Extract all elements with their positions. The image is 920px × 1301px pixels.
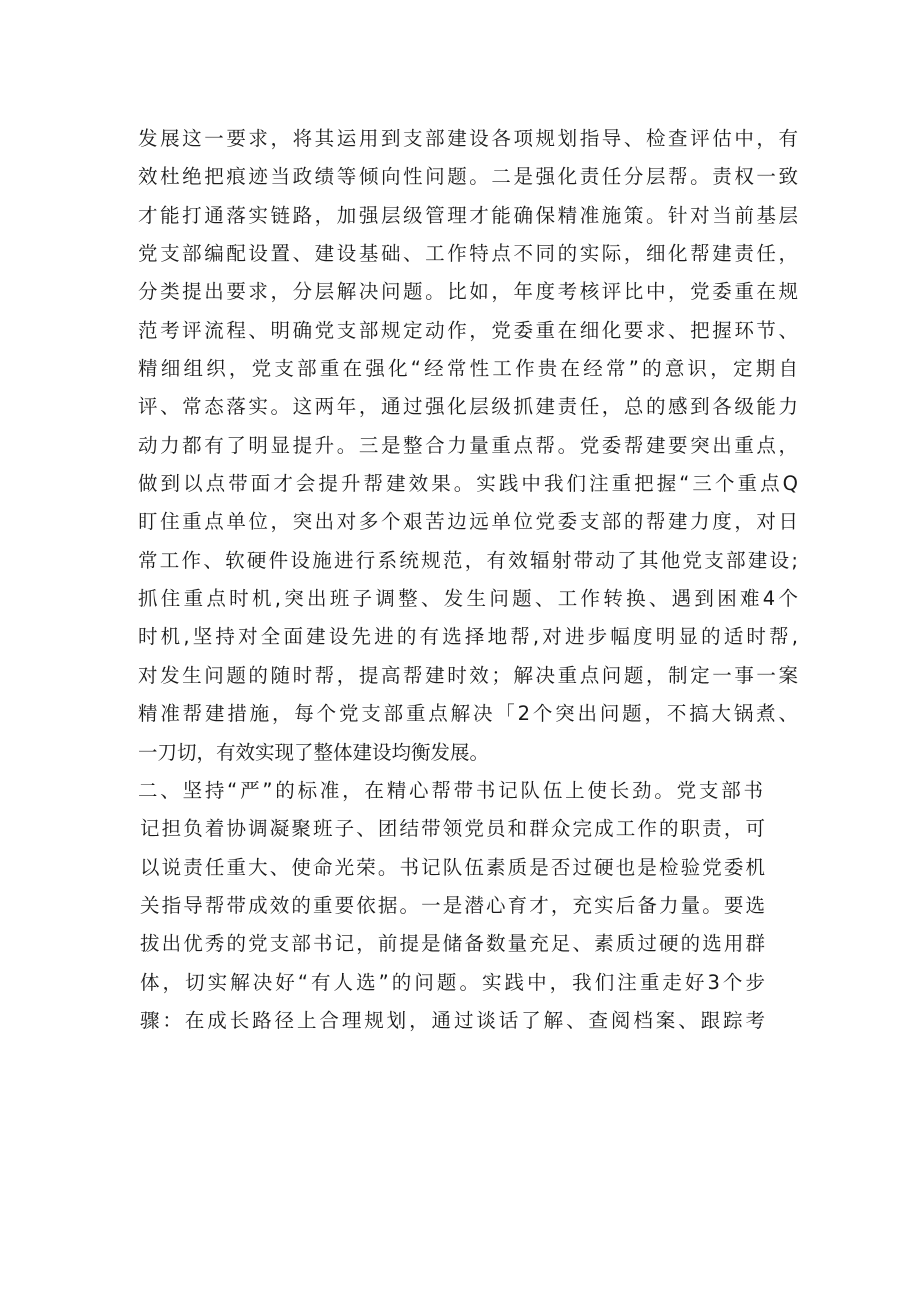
text-line: 骤：在成长路径上合理规划，通过谈话了解、查阅档案、跟踪考 (140, 1008, 765, 1032)
text-line: 盯住重点单位，突出对多个艰苦边远单位党委支部的帮建力度，对日 (138, 510, 798, 534)
text-line: 精细组织，党支部重在强化“经常性工作贵在经常”的意识，定期自 (138, 357, 798, 381)
text-line: 做到以点带面才会提升帮建效果。实践中我们注重把握“三个重点Q (138, 472, 798, 496)
text-line: 分类提出要求，分层解决问题。比如，年度考核评比中，党委重在规 (138, 280, 798, 304)
text-line: 范考评流程、明确党支部规定动作，党委重在细化要求、把握环节、 (138, 318, 798, 342)
text-line: 时机,坚持对全面建设先进的有选择地帮,对进步幅度明显的适时帮, (138, 625, 798, 649)
text-line: 二、坚持“严”的标准，在精心帮带书记队伍上使长劲。党支部书 (138, 778, 763, 802)
text-line: 效杜绝把痕迹当政绩等倾向性问题。二是强化责任分层帮。责权一致 (138, 165, 798, 189)
text-line: 体，切实解决好“有人选”的问题。实践中，我们注重走好3个步 (140, 970, 765, 994)
text-line: 发展这一要求，将其运用到支部建设各项规划指导、检查评估中，有 (138, 127, 798, 150)
text-line: 精准帮建措施，每个党支部重点解决「2个突出问题，不搞大锅煮、 (138, 702, 798, 726)
text-line: 以说责任重大、使命光荣。书记队伍素质是否过硬也是检验党委机 (140, 855, 765, 879)
text-line: 评、常态落实。这两年，通过强化层级抓建责任，总的感到各级能力 (138, 395, 798, 419)
body-text (138, 120, 798, 1040)
text-line: 抓住重点时机,突出班子调整、发生问题、工作转换、遇到困难4个 (138, 587, 798, 611)
text-line: 拔出优秀的党支部书记，前提是储备数量充足、素质过硬的选用群 (140, 932, 765, 956)
text-line: 常工作、软硬件设施进行系统规范，有效辐射带动了其他党支部建设; (138, 548, 798, 572)
text-line: 动力都有了明显提升。三是整合力量重点帮。党委帮建要突出重点， (138, 433, 798, 457)
text-line: 记担负着协调凝聚班子、团结带领党员和群众完成工作的职责，可 (140, 817, 765, 841)
text-line: 关指导帮带成效的重要依据。一是潜心育才，充实后备力量。要选 (140, 893, 765, 917)
text-line: 对发生问题的随时帮，提高帮建时效；解决重点问题，制定一事一案 (138, 663, 798, 687)
text-line: 一刀切，有效实现了整体建设均衡发展。 (138, 740, 490, 764)
text-line: 才能打通落实链路，加强层级管理才能确保精准施策。针对当前基层 (138, 203, 798, 227)
text-line: 党支部编配设置、建设基础、工作特点不同的实际，细化帮建责任， (138, 242, 798, 266)
